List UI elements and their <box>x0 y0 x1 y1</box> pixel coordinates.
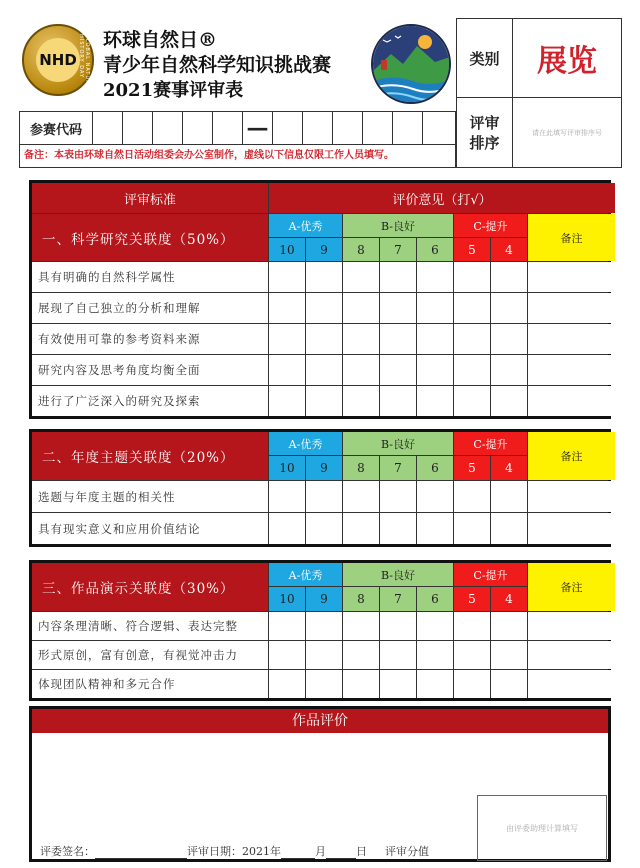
check-cell[interactable] <box>343 324 379 354</box>
check-cell[interactable] <box>343 355 379 385</box>
check-cell[interactable] <box>306 386 342 416</box>
criterion: 进行了广泛深入的研究及探索 <box>32 386 268 416</box>
section-presentation <box>29 560 611 701</box>
check-cell[interactable] <box>454 513 490 544</box>
check-cell[interactable] <box>306 641 342 669</box>
code-cell[interactable] <box>303 112 333 144</box>
section-annual-theme <box>29 429 611 547</box>
score-field[interactable]: 由评委助理计算填写 <box>477 795 607 861</box>
check-cell[interactable] <box>491 355 527 385</box>
code-cell[interactable] <box>153 112 183 144</box>
check-cell[interactable] <box>343 262 379 292</box>
entry-code-row <box>19 111 456 145</box>
check-cell[interactable] <box>306 612 342 640</box>
score-7: 7 <box>380 587 416 611</box>
opinion-header: 评价意见（打√） <box>269 183 615 213</box>
code-cell[interactable] <box>213 112 243 144</box>
check-cell[interactable] <box>454 386 490 416</box>
note-cell[interactable] <box>528 324 615 354</box>
check-cell[interactable] <box>380 355 416 385</box>
check-cell[interactable] <box>417 262 453 292</box>
nhd-logo <box>22 24 94 96</box>
score-4: 4 <box>491 238 527 261</box>
rank-label-line-2: 排序 <box>469 133 500 152</box>
grade-a-header: A-优秀 <box>269 432 342 455</box>
note-cell[interactable] <box>528 641 615 669</box>
signer-label: 评委签名： <box>40 845 95 858</box>
check-cell[interactable] <box>417 612 453 640</box>
code-cell[interactable] <box>273 112 303 144</box>
note-cell[interactable] <box>528 670 615 698</box>
check-cell[interactable] <box>269 481 305 512</box>
check-cell[interactable] <box>417 641 453 669</box>
category-value: 展览 <box>537 44 597 79</box>
check-cell[interactable] <box>454 293 490 323</box>
check-cell[interactable] <box>491 641 527 669</box>
check-cell[interactable] <box>343 641 379 669</box>
check-cell[interactable] <box>306 324 342 354</box>
note-cell[interactable] <box>528 612 615 640</box>
review-rank-box <box>456 98 622 168</box>
check-cell[interactable] <box>269 293 305 323</box>
title-line-1: 环球自然日® <box>103 29 218 51</box>
code-cell[interactable] <box>423 112 455 144</box>
check-cell[interactable] <box>417 293 453 323</box>
code-cell[interactable] <box>363 112 393 144</box>
code-cell[interactable] <box>93 112 123 144</box>
section-title: 二、年度主题关联度（20%） <box>32 432 268 480</box>
check-cell[interactable] <box>491 386 527 416</box>
check-cell[interactable] <box>306 481 342 512</box>
grade-a-header: A-优秀 <box>269 563 342 586</box>
review-rank-label <box>457 98 513 167</box>
score-10: 10 <box>269 238 305 261</box>
check-cell[interactable] <box>306 670 342 698</box>
check-cell[interactable] <box>454 262 490 292</box>
criterion: 研究内容及思考角度均衡全面 <box>32 355 268 385</box>
check-cell[interactable] <box>343 513 379 544</box>
staff-notice: 备注：本表由环球自然日活动组委会办公室制作，虚线以下信息仅限工作人员填写。 <box>19 145 456 168</box>
check-cell[interactable] <box>269 355 305 385</box>
check-cell[interactable] <box>380 513 416 544</box>
grade-c-header: C-提升 <box>454 432 527 455</box>
signature-row <box>40 843 429 859</box>
check-cell[interactable] <box>306 513 342 544</box>
score-9: 9 <box>306 587 342 611</box>
form-title <box>103 28 403 103</box>
title-line-2: 青少年自然科学知识挑战赛 <box>103 54 332 76</box>
note-cell[interactable] <box>528 262 615 292</box>
check-cell[interactable] <box>306 293 342 323</box>
category-label: 类别 <box>457 19 513 97</box>
section-scientific-research <box>29 180 611 419</box>
criterion: 有效使用可靠的参考资料来源 <box>32 324 268 354</box>
check-cell[interactable] <box>491 262 527 292</box>
month-field[interactable] <box>281 848 315 859</box>
code-cell[interactable] <box>333 112 363 144</box>
check-cell[interactable] <box>269 386 305 416</box>
check-cell[interactable] <box>491 324 527 354</box>
grade-b-header: B-良好 <box>343 563 453 586</box>
check-cell[interactable] <box>343 386 379 416</box>
score-5: 5 <box>454 456 490 480</box>
work-review-box <box>29 706 611 862</box>
note-header: 备注 <box>528 432 615 480</box>
section-title: 一、科学研究关联度（50%） <box>32 214 268 261</box>
score-7: 7 <box>380 238 416 261</box>
check-cell[interactable] <box>417 386 453 416</box>
check-cell[interactable] <box>417 355 453 385</box>
check-cell[interactable] <box>269 324 305 354</box>
check-cell[interactable] <box>491 670 527 698</box>
score-6: 6 <box>417 587 453 611</box>
check-cell[interactable] <box>491 612 527 640</box>
note-cell[interactable] <box>528 386 615 416</box>
check-cell[interactable] <box>380 481 416 512</box>
signature-field[interactable] <box>95 848 187 859</box>
check-cell[interactable] <box>454 670 490 698</box>
code-cell[interactable] <box>123 112 153 144</box>
check-cell[interactable] <box>306 262 342 292</box>
check-cell[interactable] <box>417 481 453 512</box>
score-4: 4 <box>491 456 527 480</box>
check-cell[interactable] <box>417 324 453 354</box>
grade-c-header: C-提升 <box>454 214 527 237</box>
score-8: 8 <box>343 238 379 261</box>
check-cell[interactable] <box>269 670 305 698</box>
rank-label-line-1: 评审 <box>469 113 500 132</box>
check-cell[interactable] <box>380 386 416 416</box>
entry-code-label: 参赛代码 <box>20 112 93 144</box>
check-cell[interactable] <box>380 612 416 640</box>
score-8: 8 <box>343 456 379 480</box>
check-cell[interactable] <box>380 324 416 354</box>
check-cell[interactable] <box>491 293 527 323</box>
check-cell[interactable] <box>454 612 490 640</box>
work-review-title: 作品评价 <box>32 709 608 733</box>
note-cell[interactable] <box>528 513 615 544</box>
check-cell[interactable] <box>454 641 490 669</box>
check-cell[interactable] <box>343 612 379 640</box>
check-cell[interactable] <box>417 670 453 698</box>
date-day: 日 <box>356 845 367 858</box>
check-cell[interactable] <box>343 481 379 512</box>
score-9: 9 <box>306 456 342 480</box>
code-cell[interactable] <box>183 112 213 144</box>
grade-b-header: B-良好 <box>343 432 453 455</box>
check-cell[interactable] <box>343 670 379 698</box>
category-box <box>456 18 622 98</box>
day-field[interactable] <box>326 848 356 859</box>
criterion: 具有明确的自然科学属性 <box>32 262 268 292</box>
nhd-logo-ring-text: GLOBAL NATURAL HISTORY DAY <box>78 34 90 93</box>
score-6: 6 <box>417 456 453 480</box>
check-cell[interactable] <box>269 641 305 669</box>
check-cell[interactable] <box>269 612 305 640</box>
code-dash: — <box>243 112 273 144</box>
check-cell[interactable] <box>454 324 490 354</box>
check-cell[interactable] <box>380 293 416 323</box>
review-rank-field[interactable]: 请在此填写评审排序号 <box>532 128 602 137</box>
score-9: 9 <box>306 238 342 261</box>
criterion: 内容条理清晰、符合逻辑、表达完整 <box>32 612 268 640</box>
note-cell[interactable] <box>528 355 615 385</box>
note-header: 备注 <box>528 214 615 261</box>
check-cell[interactable] <box>306 355 342 385</box>
check-cell[interactable] <box>380 670 416 698</box>
grade-c-header: C-提升 <box>454 563 527 586</box>
title-line-3: 2021赛事评审表 <box>103 80 244 101</box>
check-cell[interactable] <box>380 641 416 669</box>
criterion: 展现了自己独立的分析和理解 <box>32 293 268 323</box>
score-10: 10 <box>269 456 305 480</box>
score-6: 6 <box>417 238 453 261</box>
check-cell[interactable] <box>454 355 490 385</box>
grade-b-header: B-良好 <box>343 214 453 237</box>
check-cell[interactable] <box>454 481 490 512</box>
criteria-header: 评审标准 <box>32 183 268 213</box>
date-year: 2021年 <box>242 845 281 858</box>
note-cell[interactable] <box>528 293 615 323</box>
nature-globe-logo <box>371 24 451 104</box>
note-header: 备注 <box>528 563 615 611</box>
score-label: 评审分值 <box>385 845 429 858</box>
criterion: 形式原创，富有创意，有视觉冲击力 <box>32 641 268 669</box>
check-cell[interactable] <box>380 262 416 292</box>
criterion: 选题与年度主题的相关性 <box>32 481 268 512</box>
code-cell[interactable] <box>393 112 423 144</box>
nhd-logo-text: NHD <box>39 51 77 69</box>
date-month: 月 <box>315 845 326 858</box>
score-5: 5 <box>454 587 490 611</box>
check-cell[interactable] <box>491 481 527 512</box>
check-cell[interactable] <box>269 513 305 544</box>
score-10: 10 <box>269 587 305 611</box>
note-cell[interactable] <box>528 481 615 512</box>
criterion: 具有现实意义和应用价值结论 <box>32 513 268 544</box>
check-cell[interactable] <box>417 513 453 544</box>
check-cell[interactable] <box>343 293 379 323</box>
grade-a-header: A-优秀 <box>269 214 342 237</box>
score-5: 5 <box>454 238 490 261</box>
form-header <box>19 18 622 168</box>
criterion: 体现团队精神和多元合作 <box>32 670 268 698</box>
check-cell[interactable] <box>491 513 527 544</box>
score-4: 4 <box>491 587 527 611</box>
check-cell[interactable] <box>269 262 305 292</box>
date-label: 评审日期： <box>187 845 242 858</box>
score-8: 8 <box>343 587 379 611</box>
section-title: 三、作品演示关联度（30%） <box>32 563 268 611</box>
score-7: 7 <box>380 456 416 480</box>
